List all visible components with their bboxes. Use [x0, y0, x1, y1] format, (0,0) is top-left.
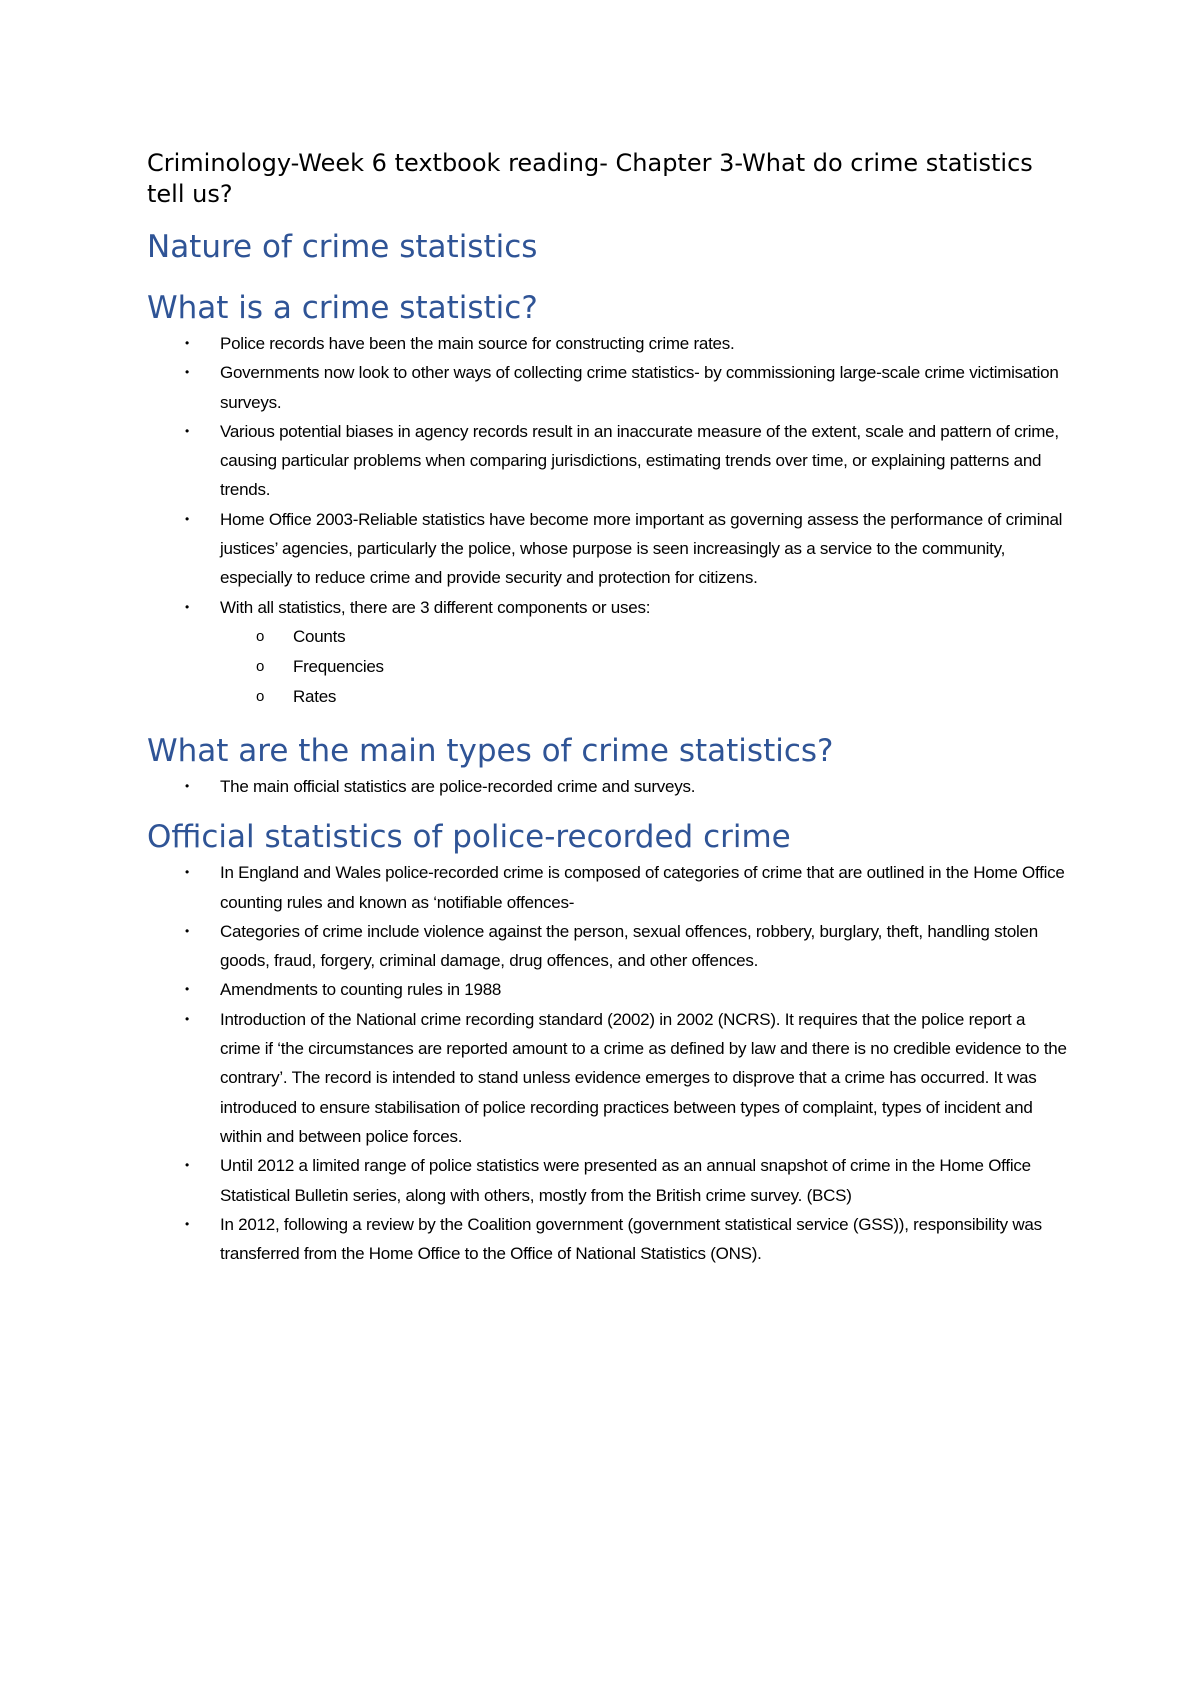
list-item	[147, 1005, 1067, 1151]
sub-list-item-text: Counts	[293, 626, 346, 646]
sub-list-item-text: Frequencies	[293, 656, 384, 676]
list-item-text: Police records have been the main source for constructing crime rates.	[220, 334, 735, 353]
list-item	[147, 358, 1067, 417]
list-item-text: Home Office 2003-Reliable statistics have become more important as governing assess the performance of criminal justices’ agencies, particularly the police, whose purpose is seen increasingly as a service to the community, especially to reduce crime and provide security and protection for citizens.	[220, 509, 1063, 588]
list-item	[147, 975, 1067, 1004]
list-item	[147, 917, 1067, 976]
what-is-bullet-list	[147, 329, 1067, 712]
bullet-icon: •	[185, 923, 189, 938]
list-item-text: With all statistics, there are 3 different components or uses:	[220, 597, 651, 617]
heading-what-is-a-crime-statistic: What is a crime statistic?	[147, 290, 538, 326]
list-item-text: In 2012, following a review by the Coalition government (government statistical service (GSS)), responsibility was transferred from the Home Office to the Office of National Statistics (ONS).	[220, 1214, 1042, 1264]
bullet-icon: •	[185, 1158, 189, 1173]
sub-list-item	[220, 682, 1067, 712]
bullet-icon: •	[185, 865, 189, 880]
heading-main-types-of-crime-statistics: What are the main types of crime statistics?	[147, 732, 834, 769]
heading-official-statistics-police-recorded-crime: Official statistics of police-recorded crime	[147, 819, 791, 856]
list-item-text: Introduction of the National crime recording standard (2002) in 2002 (NCRS). It requires that the police report a crime if ‘the circumstances are reported amount to a crime as defined by law and there is no credible evidence to the contrary’. The record is intended to stand unless evidence emerges to disprove that a crime has occurred. It was introduced to ensure stabilisation of police recording practices between types of complaint, types of incident and within and between police forces.	[220, 1009, 1067, 1146]
components-sub-list	[220, 622, 1067, 712]
sub-list-item	[220, 622, 1067, 652]
list-item-text: Until 2012 a limited range of police statistics were presented as an annual snapshot of crime in the Home Office Statistical Bulletin series, along with others, mostly from the British crime survey. (BCS)	[220, 1156, 1031, 1205]
bullet-icon: •	[185, 511, 189, 526]
circle-bullet-icon: o	[256, 687, 265, 705]
list-item	[147, 329, 1067, 358]
bullet-icon: •	[185, 365, 189, 380]
list-item	[147, 417, 1067, 505]
bullet-icon: •	[185, 336, 189, 350]
list-item	[147, 772, 1067, 801]
list-item-text: Categories of crime include violence against the person, sexual offences, robbery, burglary, theft, handling stolen goods, fraud, forgery, criminal damage, drug offences, and other offences.	[220, 921, 1038, 971]
bullet-icon: •	[185, 778, 189, 793]
heading-nature-of-crime-statistics: Nature of crime statistics	[147, 229, 538, 265]
bullet-icon: •	[185, 423, 189, 438]
list-item	[147, 505, 1067, 593]
main-types-bullet-list	[147, 772, 1067, 801]
sub-list-item	[220, 652, 1067, 682]
list-item-text: Governments now look to other ways of collecting crime statistics- by commissioning large-scale crime victimisation surveys.	[220, 363, 1059, 412]
document-title: Criminology-Week 6 textbook reading- Chapter 3-What do crime statistics tell us?	[147, 149, 1033, 208]
circle-bullet-icon: o	[256, 627, 265, 645]
list-item-text: In England and Wales police-recorded crime is composed of categories of crime that are outlined in the Home Office counting rules and known as ‘notifiable offences-	[220, 863, 1065, 912]
list-item-text: Amendments to counting rules in 1988	[220, 980, 502, 1000]
list-item-text: Various potential biases in agency records result in an inaccurate measure of the extent, scale and pattern of crime, causing particular problems when comparing jurisdictions, estimating trends over time, or explaining patterns and trends.	[220, 421, 1059, 500]
list-item	[147, 858, 1067, 917]
list-item	[147, 1151, 1067, 1210]
official-bullet-list	[147, 858, 1067, 1268]
document-page	[147, 148, 1067, 1268]
list-item	[147, 593, 1067, 712]
list-item	[147, 1210, 1067, 1269]
bullet-icon: •	[185, 982, 189, 997]
list-item-text: The main official statistics are police-recorded crime and surveys.	[220, 776, 696, 796]
sub-list-item-text: Rates	[293, 686, 337, 706]
bullet-icon: •	[185, 1011, 189, 1026]
bullet-icon: •	[185, 599, 189, 614]
circle-bullet-icon: o	[256, 657, 265, 675]
bullet-icon: •	[185, 1216, 189, 1231]
